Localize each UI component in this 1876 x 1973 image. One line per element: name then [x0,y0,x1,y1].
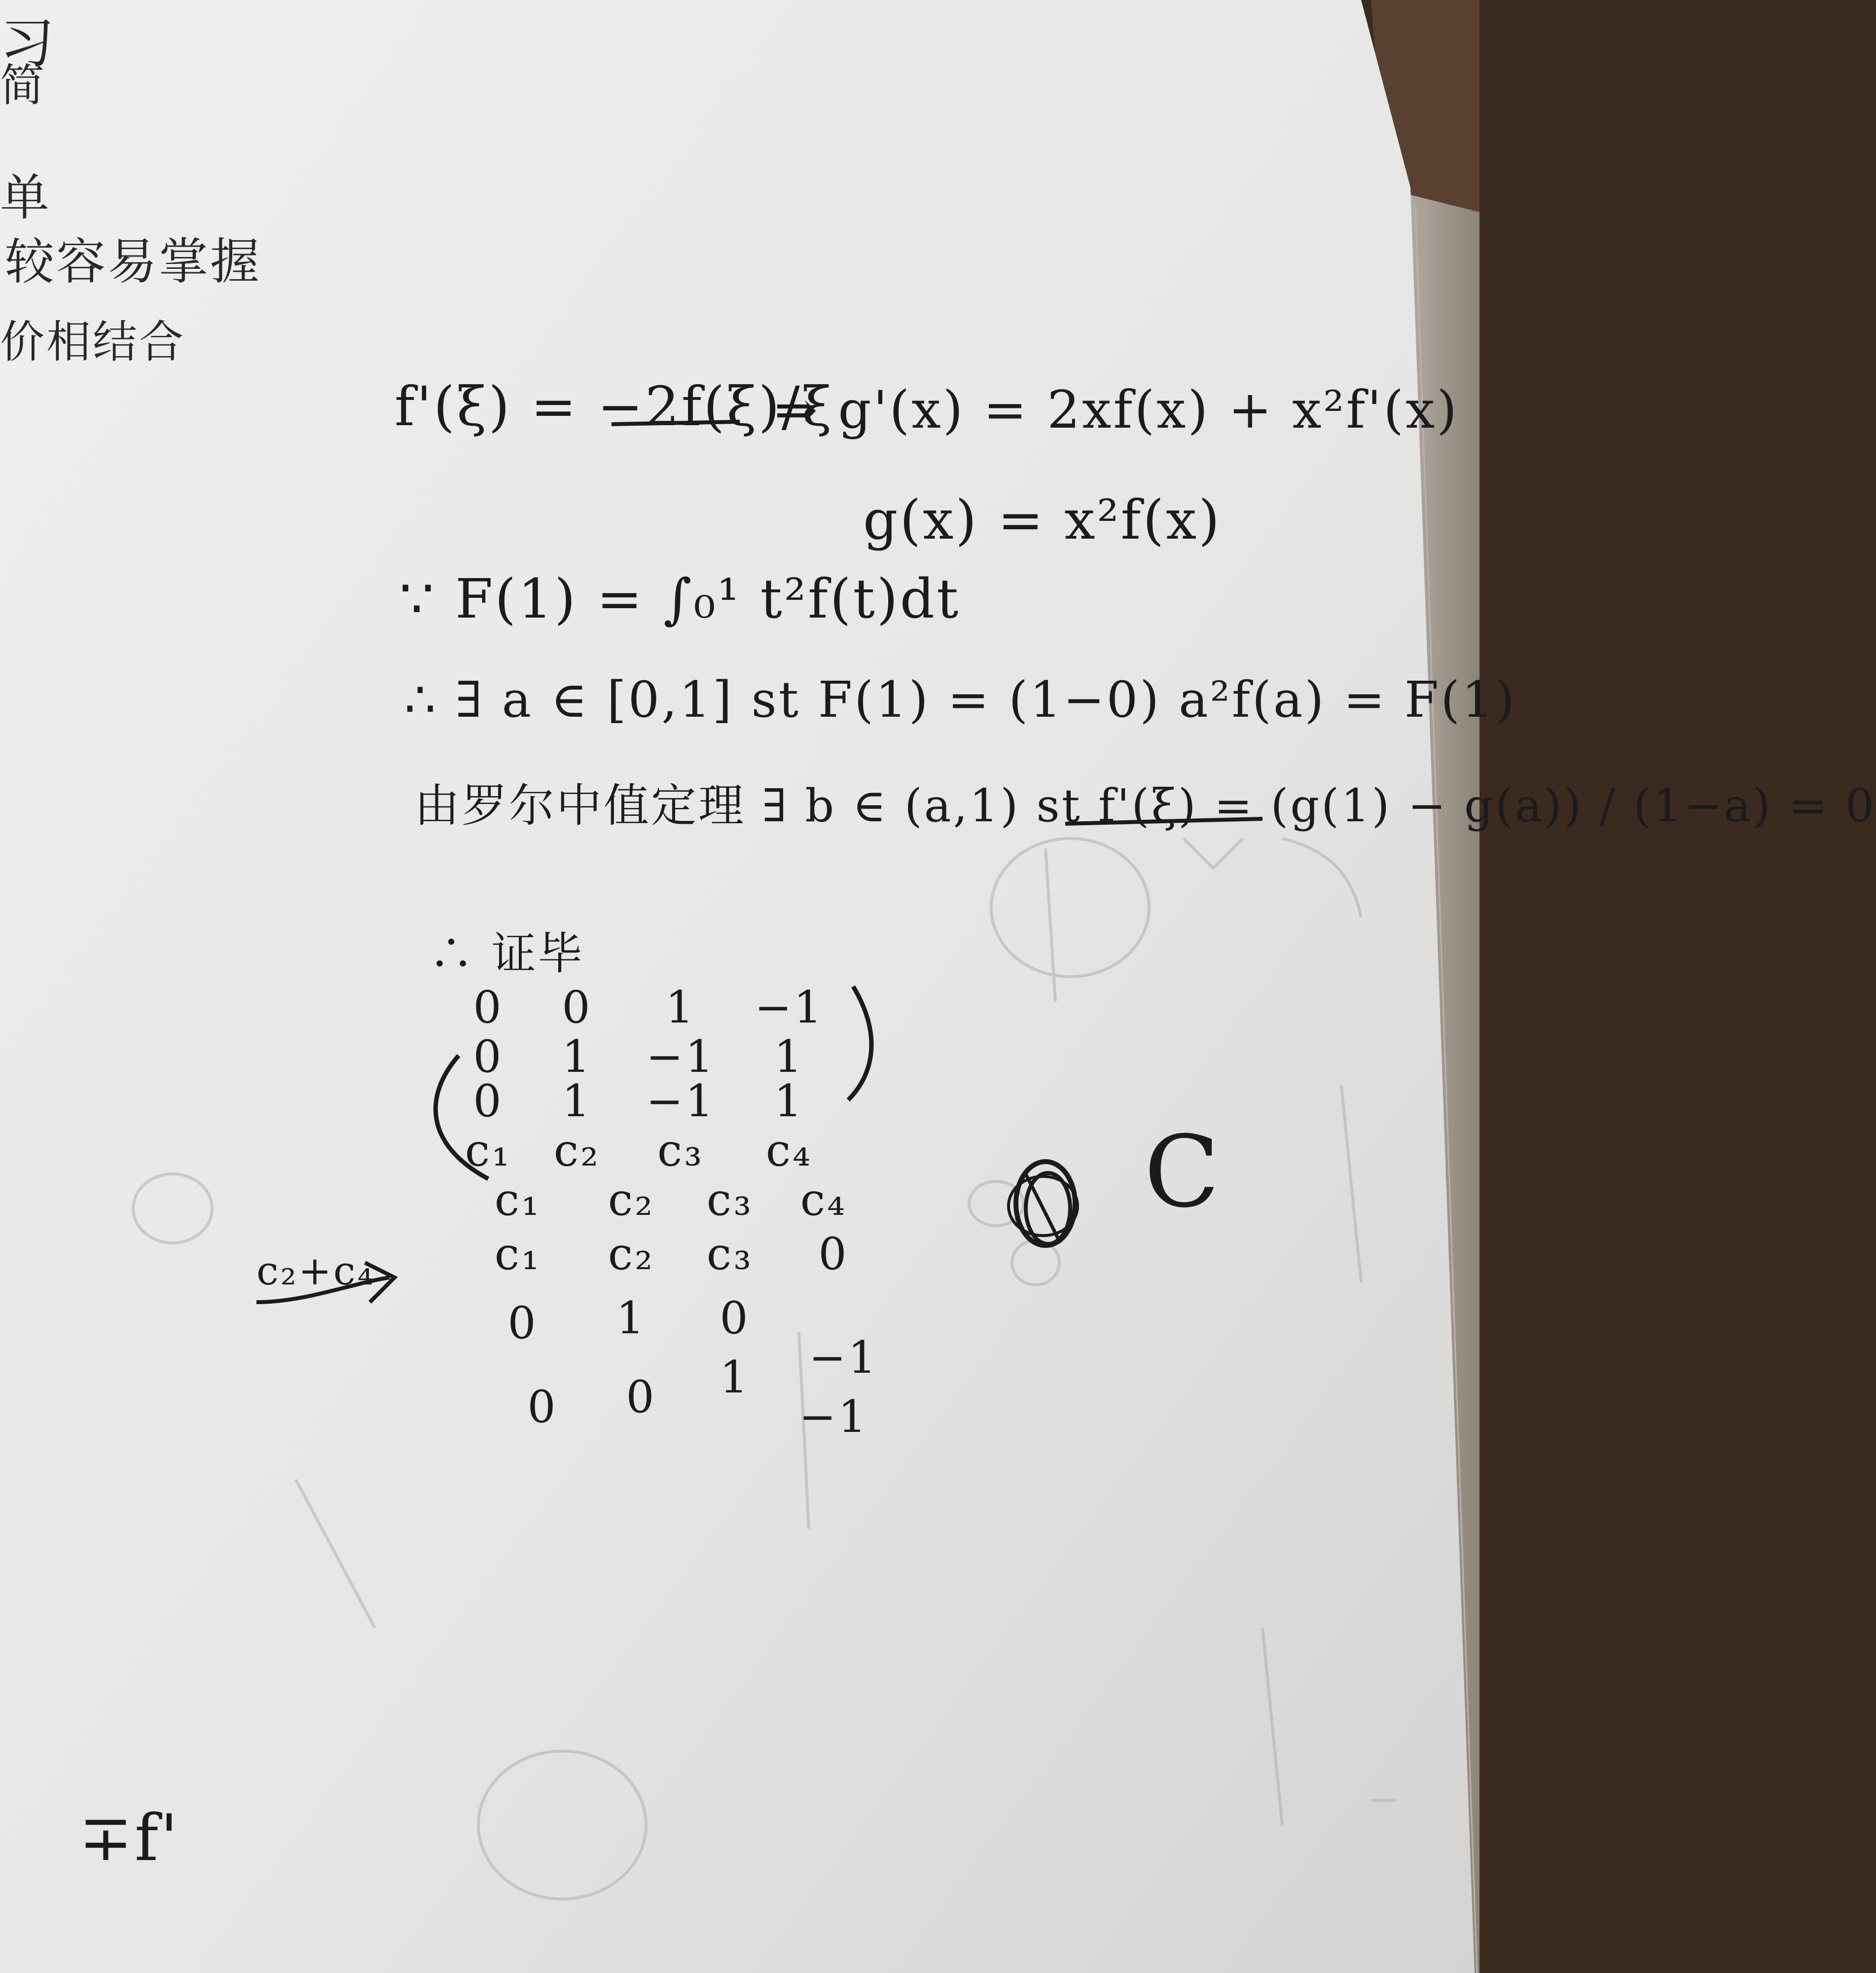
matrix-top-cell: 1 [774,1031,804,1083]
matrix-bottom-cell: c₂ [608,1174,655,1226]
matrix-top-cell: −1 [646,1031,716,1083]
matrix-bottom-cell: 0 [720,1292,750,1344]
matrix-top-cell: −1 [755,982,824,1033]
matrix-bottom-cell: 0 [527,1381,558,1433]
matrix-bottom-cell: c₁ [494,1228,541,1280]
margin-note-5: 价相结合 [0,316,185,368]
matrix-bottom-cell: c₄ [800,1174,847,1226]
matrix-bottom-cell: 0 [626,1371,656,1423]
equation-line-3: ∵ F(1) = ∫₀¹ t²f(t)dt [399,567,961,630]
equation-line-2: g(x) = x²f(x) [863,488,1222,551]
equation-line-6: ∴ 证毕 [429,928,584,980]
matrix-top-cell: 0 [473,1031,504,1083]
equation-line-1-right: ⇒ g'(x) = 2xf(x) + x²f'(x) [774,380,1459,440]
matrix-bottom-cell: c₃ [706,1174,754,1226]
matrix-bottom-cell: −1 [809,1332,878,1384]
matrix-bottom-cell: 1 [616,1292,647,1344]
matrix-top-cell: 1 [562,1075,592,1127]
matrix-bottom-cell: c₂ [608,1228,655,1280]
matrix-top-cell: 1 [562,1031,592,1083]
matrix-bottom-cell: c₃ [706,1228,754,1280]
matrix-bottom-cell: 0 [507,1297,538,1349]
equation-line-5: 由罗尔中值定理 ∃ b ∈ (a,1) st f'(ξ) = (g(1) − g(a)) / (1−a) = 0 [414,779,1876,832]
margin-note-1: 习 [0,12,56,75]
margin-note-4: 较容易掌握 [5,233,261,291]
bottom-left-scrawl: ∓f' [79,1800,180,1875]
matrix-top-cell: c₁ [465,1125,512,1176]
matrix-top-cell: c₄ [765,1125,813,1176]
equation-line-4: ∴ ∃ a ∈ [0,1] st F(1) = (1−0) a²f(a) = F(1) [404,671,1516,729]
matrix-top-cell: −1 [646,1075,716,1127]
matrix-top-cell: 0 [562,982,592,1033]
matrix-bottom-cell: 1 [720,1352,750,1403]
margin-note-3: 单 [0,169,51,226]
equation-line-1-left: f'(ξ) = −2f(ξ)/ξ [395,375,834,438]
scribble-letter: C [1144,1115,1222,1230]
matrix-top-cell: c₂ [553,1125,601,1176]
matrix-top-cell: 1 [774,1075,804,1127]
matrix-top-cell: 1 [665,982,696,1033]
matrix-bottom-cell: 0 [818,1228,849,1280]
matrix-top-cell: c₃ [657,1125,704,1176]
matrix-top-cell: 0 [473,1075,504,1127]
row-operation-label: c₂+c₄ [256,1248,375,1294]
matrix-top-cell: 0 [473,982,504,1033]
matrix-bottom-cell: −1 [799,1391,868,1443]
matrix-bottom [483,1174,927,1443]
matrix-bottom-cell: c₁ [494,1174,541,1226]
margin-note-2: 简 [0,60,46,111]
matrix-top [439,982,932,1179]
